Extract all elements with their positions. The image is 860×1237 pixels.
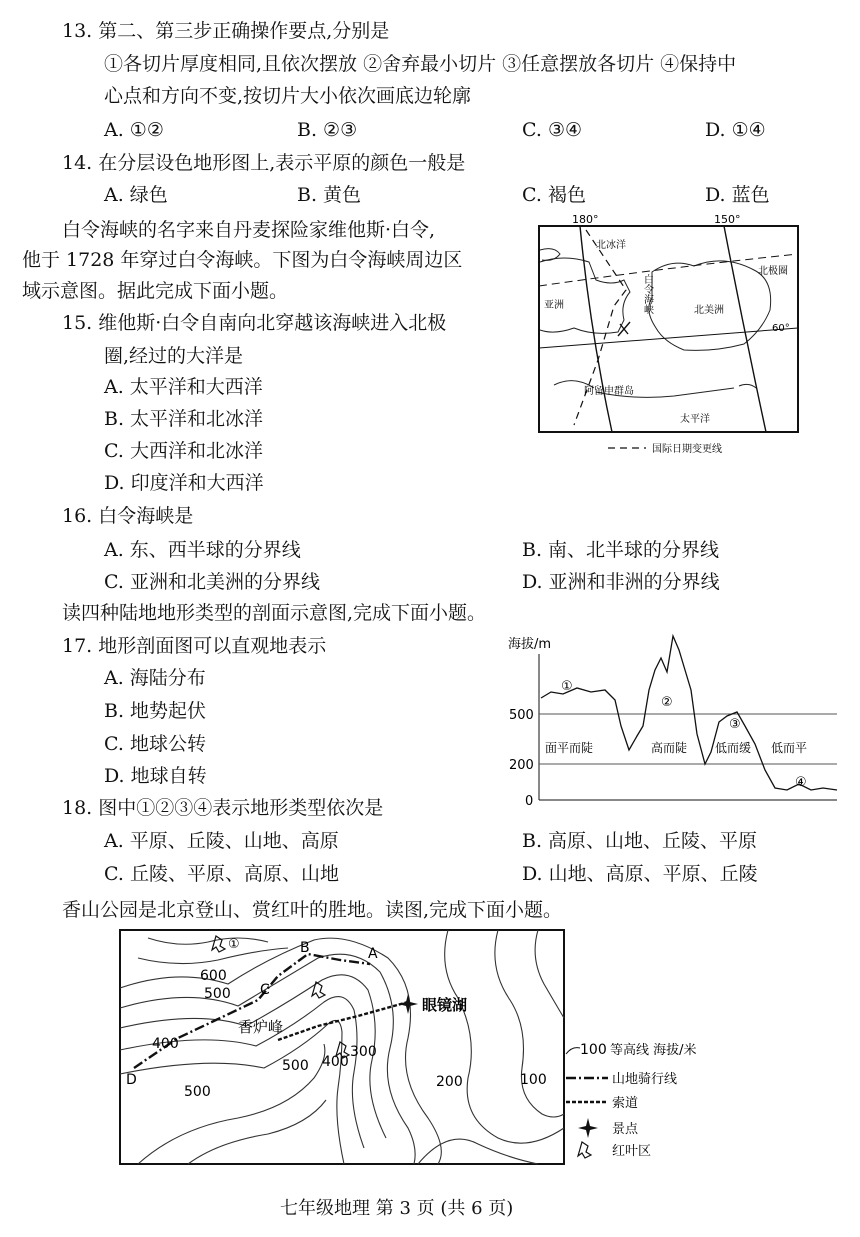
- q15-option-b[interactable]: B. 太平洋和北冰洋: [104, 408, 264, 430]
- q13-line3: 心点和方向不变,按切片大小依次画底边轮廓: [104, 85, 472, 107]
- peak-label: 香炉峰: [238, 1018, 284, 1036]
- q16-option-d[interactable]: D. 亚洲和非洲的分界线: [522, 571, 720, 593]
- legend-spot-label: 景点: [612, 1122, 639, 1137]
- arctic-circle-label: 北极圈: [758, 266, 788, 277]
- contour-label-400-b: 400: [322, 1054, 349, 1070]
- tick-0: 0: [525, 794, 534, 809]
- q13-option-d[interactable]: D. ①④: [705, 119, 766, 141]
- point-c-label: C: [260, 982, 270, 998]
- label-mountain: 高而陡: [651, 741, 688, 755]
- point-b-label: B: [300, 940, 310, 956]
- legend-red-leaf-icon: [578, 1142, 591, 1158]
- q15-stem-line2: 圈,经过的大洋是: [104, 345, 244, 367]
- q16-option-a[interactable]: A. 东、西半球的分界线: [104, 539, 301, 561]
- legend-redleaf-label: 红叶区: [612, 1144, 652, 1159]
- legend-dateline-label: 国际日期变更线: [652, 444, 722, 455]
- intro-bering-line3: 域示意图。据此完成下面小题。: [22, 280, 289, 302]
- asia-label: 亚洲: [544, 300, 564, 311]
- q17-option-a[interactable]: A. 海陆分布: [104, 667, 206, 689]
- north-america-label: 北美洲: [694, 305, 724, 316]
- q15-option-a[interactable]: A. 太平洋和大西洋: [104, 376, 263, 398]
- meridian-180: [580, 226, 612, 432]
- xiangshan-contour-map: [118, 928, 738, 1170]
- marker-4: ④: [795, 775, 807, 790]
- lon-150-label: 150°: [714, 213, 741, 226]
- q16-option-b[interactable]: B. 南、北半球的分界线: [522, 539, 720, 561]
- marker-2: ②: [661, 695, 673, 710]
- lat-60-label: 60°: [772, 323, 790, 334]
- bering-strait-label: 白令海峡: [641, 274, 653, 314]
- intro-profile: 读四种陆地地形类型的剖面示意图,完成下面小题。: [62, 602, 487, 624]
- q14-option-d[interactable]: D. 蓝色: [705, 184, 770, 206]
- aleutian-label: 阿留申群岛: [584, 386, 634, 397]
- contour-label-300: 300: [350, 1044, 377, 1060]
- q17-option-d[interactable]: D. 地球自转: [104, 765, 207, 787]
- legend-cable-label: 索道: [612, 1096, 639, 1111]
- intro-xiangshan: 香山公园是北京登山、赏红叶的胜地。读图,完成下面小题。: [62, 899, 563, 921]
- marker-3: ③: [729, 717, 741, 732]
- lake-label: 眼镜湖: [422, 996, 468, 1014]
- legend-contour-symbol: [566, 1048, 580, 1054]
- point-a-label: A: [368, 946, 378, 962]
- q13-option-b[interactable]: B. ②③: [297, 119, 358, 141]
- q17-stem: 17. 地形剖面图可以直观地表示: [62, 635, 327, 657]
- contour-label-100: 100: [520, 1072, 547, 1088]
- q17-option-b[interactable]: B. 地势起伏: [104, 700, 207, 722]
- contour-label-500-c: 500: [184, 1084, 211, 1100]
- q14-option-c[interactable]: C. 褐色: [522, 184, 586, 206]
- point-d-label: D: [126, 1072, 137, 1088]
- lat-60-line: [539, 328, 798, 348]
- profile-ylabel: 海拔/m: [508, 637, 552, 652]
- q17-option-c[interactable]: C. 地球公转: [104, 733, 206, 755]
- label-plateau: 面平而陡: [545, 741, 594, 755]
- lake-spot-icon: [398, 994, 418, 1014]
- marker-1: ①: [561, 679, 573, 694]
- red-leaf-marker: ①: [228, 937, 240, 952]
- q13-option-a[interactable]: A. ①②: [104, 119, 164, 141]
- q18-stem: 18. 图中①②③④表示地形类型依次是: [62, 797, 384, 819]
- page-footer: 七年级地理 第 3 页 (共 6 页): [280, 1198, 514, 1219]
- legend-spot-icon: [578, 1118, 598, 1138]
- bering-strait-map: [534, 210, 806, 460]
- legend-contour-label: 等高线 海拔/米: [610, 1043, 697, 1058]
- q15-option-d[interactable]: D. 印度洋和大西洋: [104, 472, 264, 494]
- lon-180-label: 180°: [572, 213, 599, 226]
- profile-curve: [541, 636, 837, 790]
- arctic-ocean-label: 北冰洋: [596, 240, 626, 251]
- q13-option-c[interactable]: C. ③④: [522, 119, 583, 141]
- legend-bike-label: 山地骑行线: [612, 1072, 678, 1087]
- contour-label-500-a: 500: [204, 986, 231, 1002]
- tick-200: 200: [509, 758, 534, 773]
- label-hill: 低而缓: [715, 741, 752, 755]
- intro-bering-line1: 白令海峡的名字来自丹麦探险家维他斯·白令,: [62, 219, 436, 241]
- q18-option-c[interactable]: C. 丘陵、平原、高原、山地: [104, 863, 339, 885]
- contour-lines: [120, 930, 564, 1164]
- legend-contour-value: 100: [580, 1042, 607, 1058]
- pacific-label: 太平洋: [680, 414, 710, 425]
- q13-stem: 13. 第二、第三步正确操作要点,分别是: [62, 20, 390, 42]
- q18-option-d[interactable]: D. 山地、高原、平原、丘陵: [522, 863, 758, 885]
- q14-stem: 14. 在分层设色地形图上,表示平原的颜色一般是: [62, 152, 466, 174]
- contour-label-600: 600: [200, 968, 227, 984]
- q16-stem: 16. 白令海峡是: [62, 505, 194, 527]
- q13-line2: ①各切片厚度相同,且依次摆放 ②舍弃最小切片 ③任意摆放各切片 ④保持中: [104, 53, 737, 75]
- q16-option-c[interactable]: C. 亚洲和北美洲的分界线: [104, 571, 320, 593]
- tick-500: 500: [509, 708, 534, 723]
- intro-bering-line2: 他于 1728 年穿过白令海峡。下图为白令海峡周边区: [22, 249, 463, 271]
- q18-option-a[interactable]: A. 平原、丘陵、山地、高原: [104, 830, 339, 852]
- q14-option-a[interactable]: A. 绿色: [104, 184, 168, 206]
- q15-option-c[interactable]: C. 大西洋和北冰洋: [104, 440, 263, 462]
- q18-option-b[interactable]: B. 高原、山地、丘陵、平原: [522, 830, 758, 852]
- label-plain: 低而平: [771, 741, 808, 755]
- contour-label-200: 200: [436, 1074, 463, 1090]
- q15-stem-line1: 15. 维他斯·白令自南向北穿越该海峡进入北极: [62, 312, 447, 334]
- contour-label-500-b: 500: [282, 1058, 309, 1074]
- q14-option-b[interactable]: B. 黄色: [297, 184, 362, 206]
- terrain-profile-chart: [505, 630, 845, 810]
- contour-label-400-a: 400: [152, 1036, 179, 1052]
